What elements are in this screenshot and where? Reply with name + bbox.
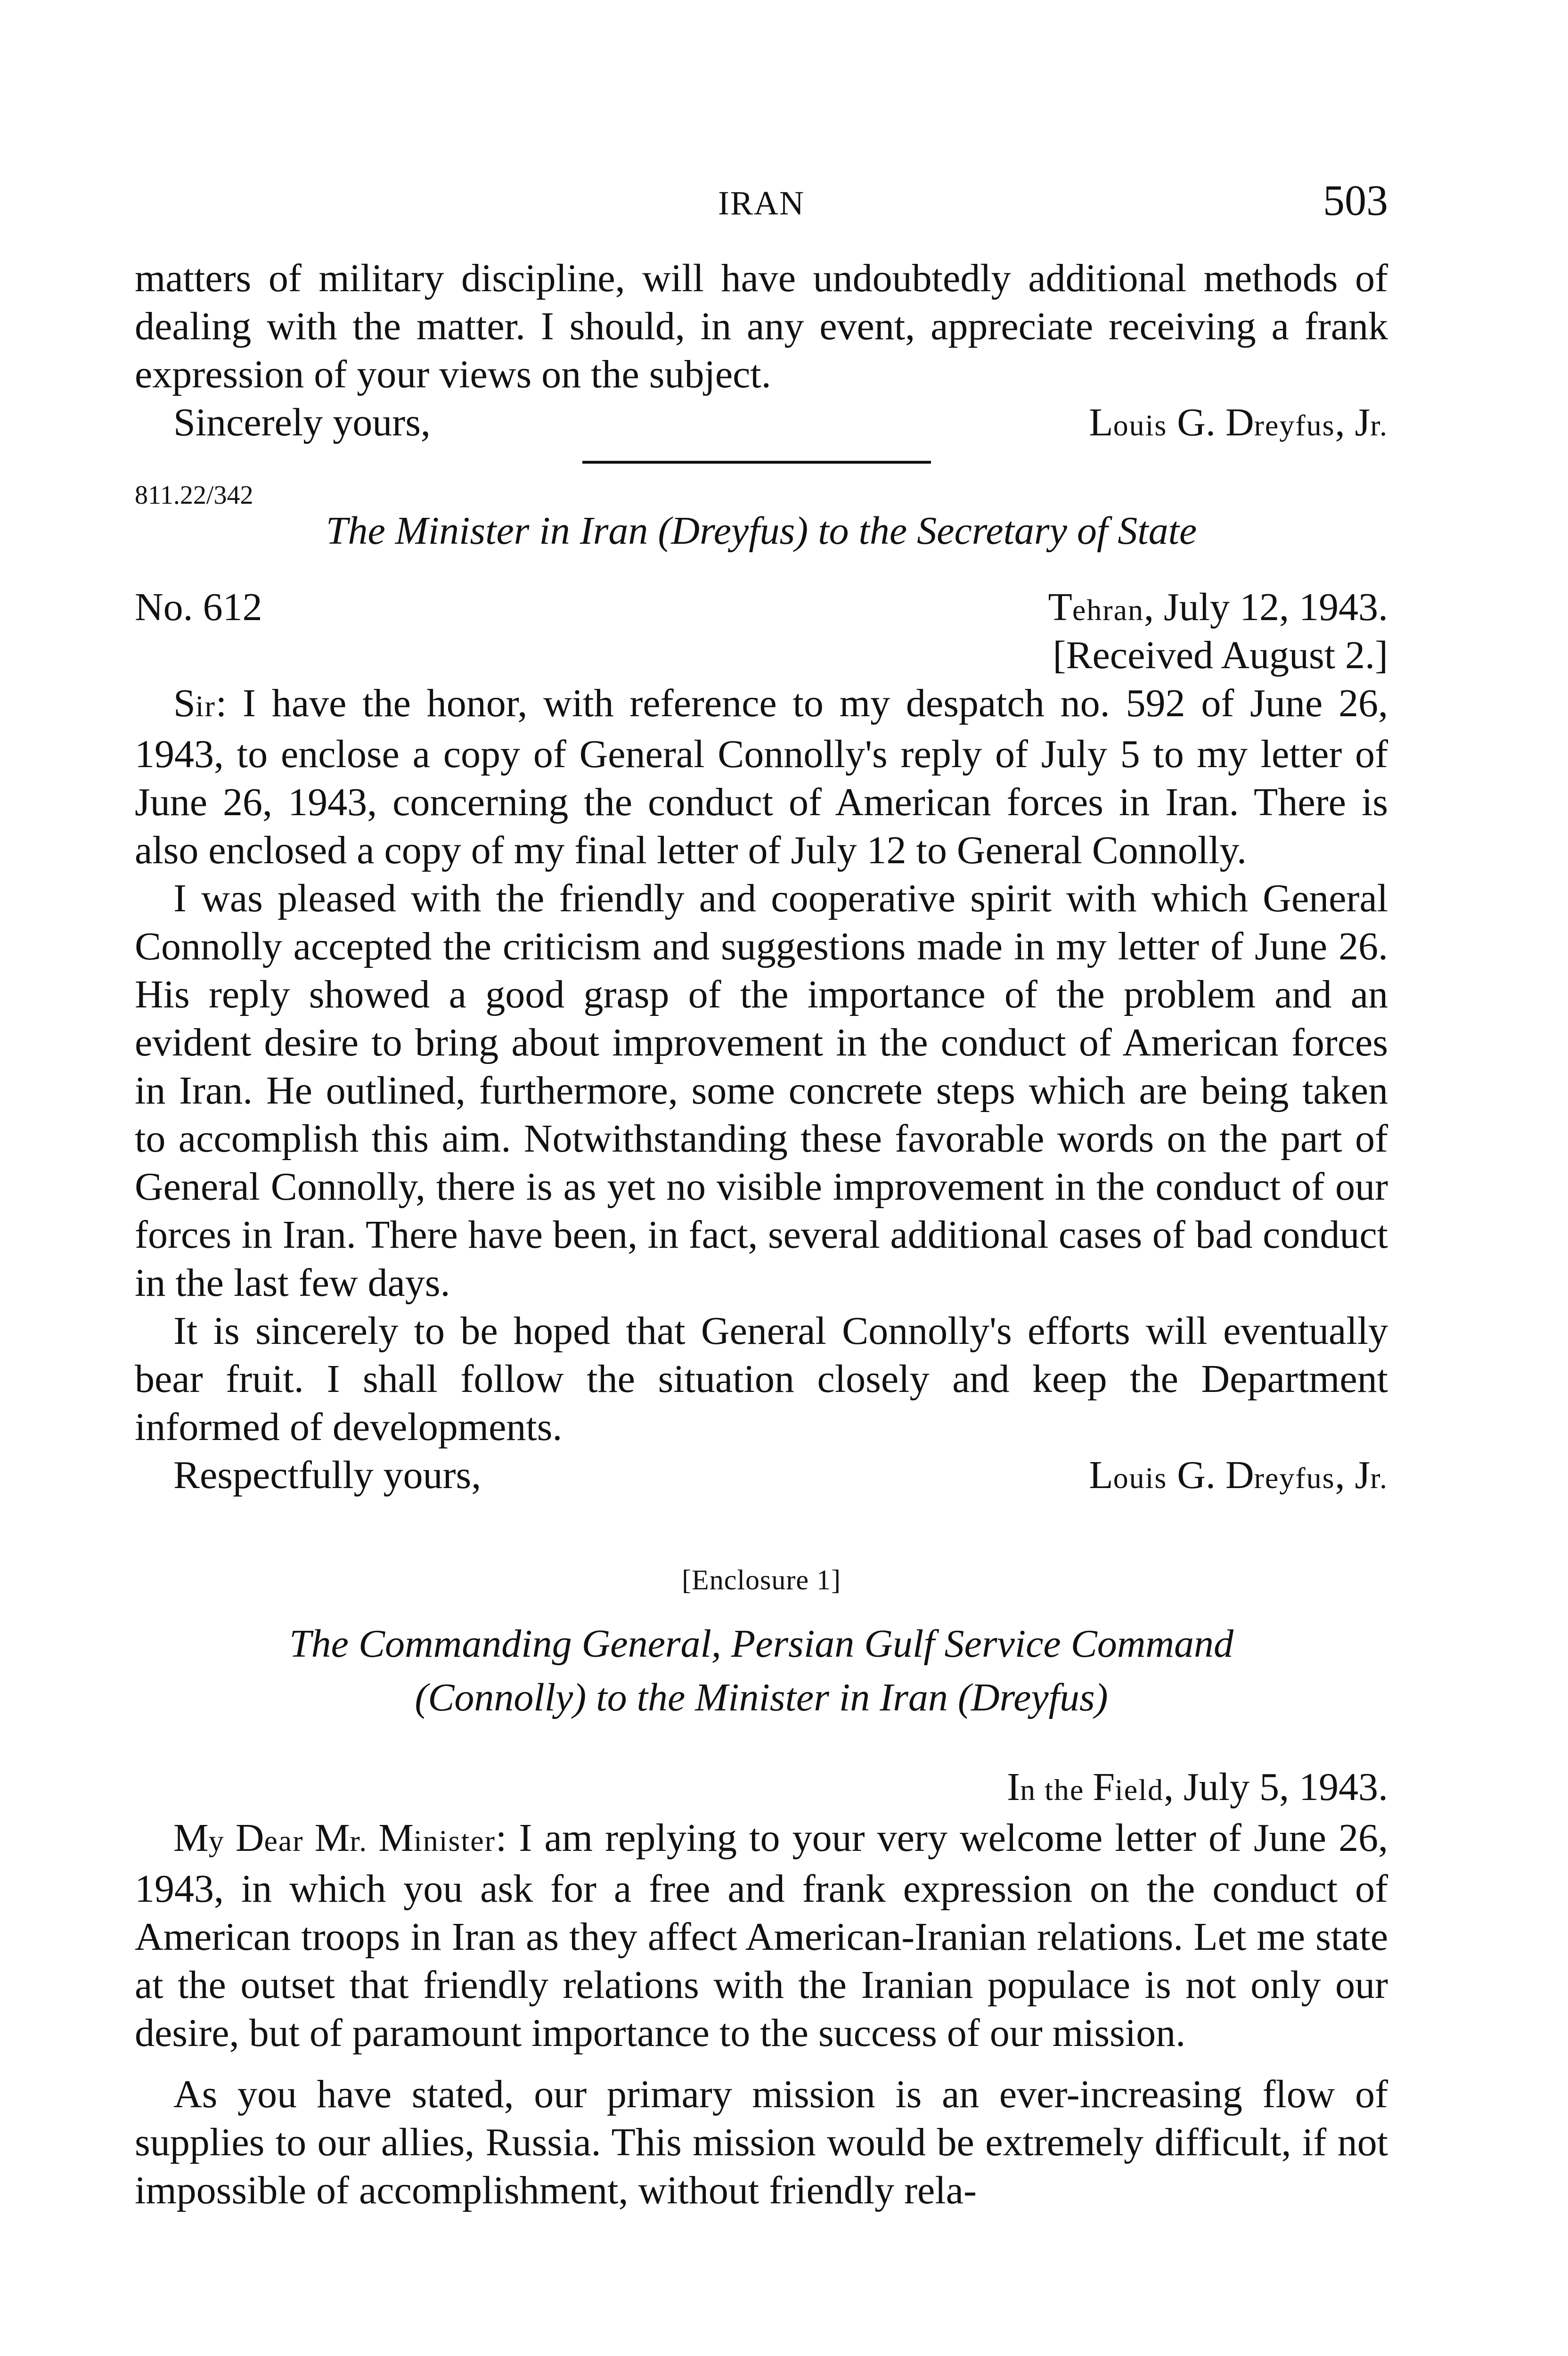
despatch-paragraph: I was pleased with the friendly and cooperative spirit with which General Connolly accepted the criticism and suggestions made in my letter of June 26. His reply showed a good grasp of the importance of the problem and an evident desire to bring about improvement in the conduct of American forces in Iran. He outlined, furthermore, some concrete steps which are being taken to accomplish this aim. Notwithstanding these favorable words on the part of General Connolly, there is as yet no visible improvement in the conduct of our forces in Iran. There have been, in fact, several additional cases of bad conduct in the last few days. <box>135 876 1388 1305</box>
despatch-number: No. 612 <box>135 585 262 629</box>
despatch-signature: Louis G. Dreyfus, Jr. <box>1089 1453 1388 1497</box>
continuation-signature: Louis G. Dreyfus, Jr. <box>1089 401 1388 444</box>
page-number: 503 <box>1323 176 1388 224</box>
enclosure-heading-line2: (Connolly) to the Minister in Iran (Dreyfus) <box>415 1676 1108 1719</box>
despatch-closing: Respectfully yours, <box>173 1453 482 1497</box>
section-divider <box>582 461 931 464</box>
enclosure-paragraph: My Dear Mr. Minister: I am replying to your very welcome letter of June 26, 1943, in which you ask for a free and frank expression on the conduct of American troops in Iran as they affect American-Iranian relations. Let me state at the outset that friendly relations with the Iranian populace is not only our desire, but of paramount importance to the success of our mission. <box>135 1816 1388 2055</box>
file-number: 811.22/342 <box>135 481 253 510</box>
enclosure-place-date: In the Field, July 5, 1943. <box>1007 1765 1388 1809</box>
despatch-heading: The Minister in Iran (Dreyfus) to the Secretary of State <box>326 509 1197 553</box>
despatch-paragraph: Sir: I have the honor, with reference to my despatch no. 592 of June 26, 1943, to enclose a copy of General Connolly's reply of July 5 to my letter of June 26, 1943, concerning the conduct of American forces in Iran. There is also enclosed a copy of my final letter of July 12 to General Connolly. <box>135 681 1388 872</box>
despatch-place-date: Tehran, July 12, 1943. <box>1048 585 1388 629</box>
despatch-number-date-row <box>135 583 1388 631</box>
enclosure-paragraph: As you have stated, our primary mission is an ever-increasing flow of supplies to our allies, Russia. This mission would be extremely difficult, if not impossible of accomplishment, without friendly rela- <box>135 2072 1388 2212</box>
enclosure-salutation: My Dear Mr. Minister <box>173 1816 496 1860</box>
despatch-closing-row <box>173 1451 1388 1499</box>
file-number-row <box>135 471 1388 510</box>
running-head: IRAN <box>718 184 805 222</box>
received-date: [Received August 2.] <box>1053 633 1388 677</box>
continuation-closing-row <box>173 399 1388 447</box>
salutation: S <box>173 681 196 725</box>
despatch-paragraph: It is sincerely to be hoped that General Connolly's efforts will eventually bear fruit. I shall follow the situation closely and keep the Department informed of developments. <box>135 1309 1388 1449</box>
continuation-paragraph: matters of military discipline, will have undoubtedly additional methods of dealing with the matter. I should, in any event, appreciate receiving a frank expression of your views on the subject. <box>135 256 1388 396</box>
page-header <box>135 175 1388 232</box>
enclosure-label: [Enclosure 1] <box>682 1564 841 1595</box>
page-body <box>135 254 1388 2215</box>
continuation-closing: Sincerely yours, <box>173 401 431 444</box>
enclosure-heading-line1: The Commanding General, Persian Gulf Service Command <box>289 1622 1234 1666</box>
